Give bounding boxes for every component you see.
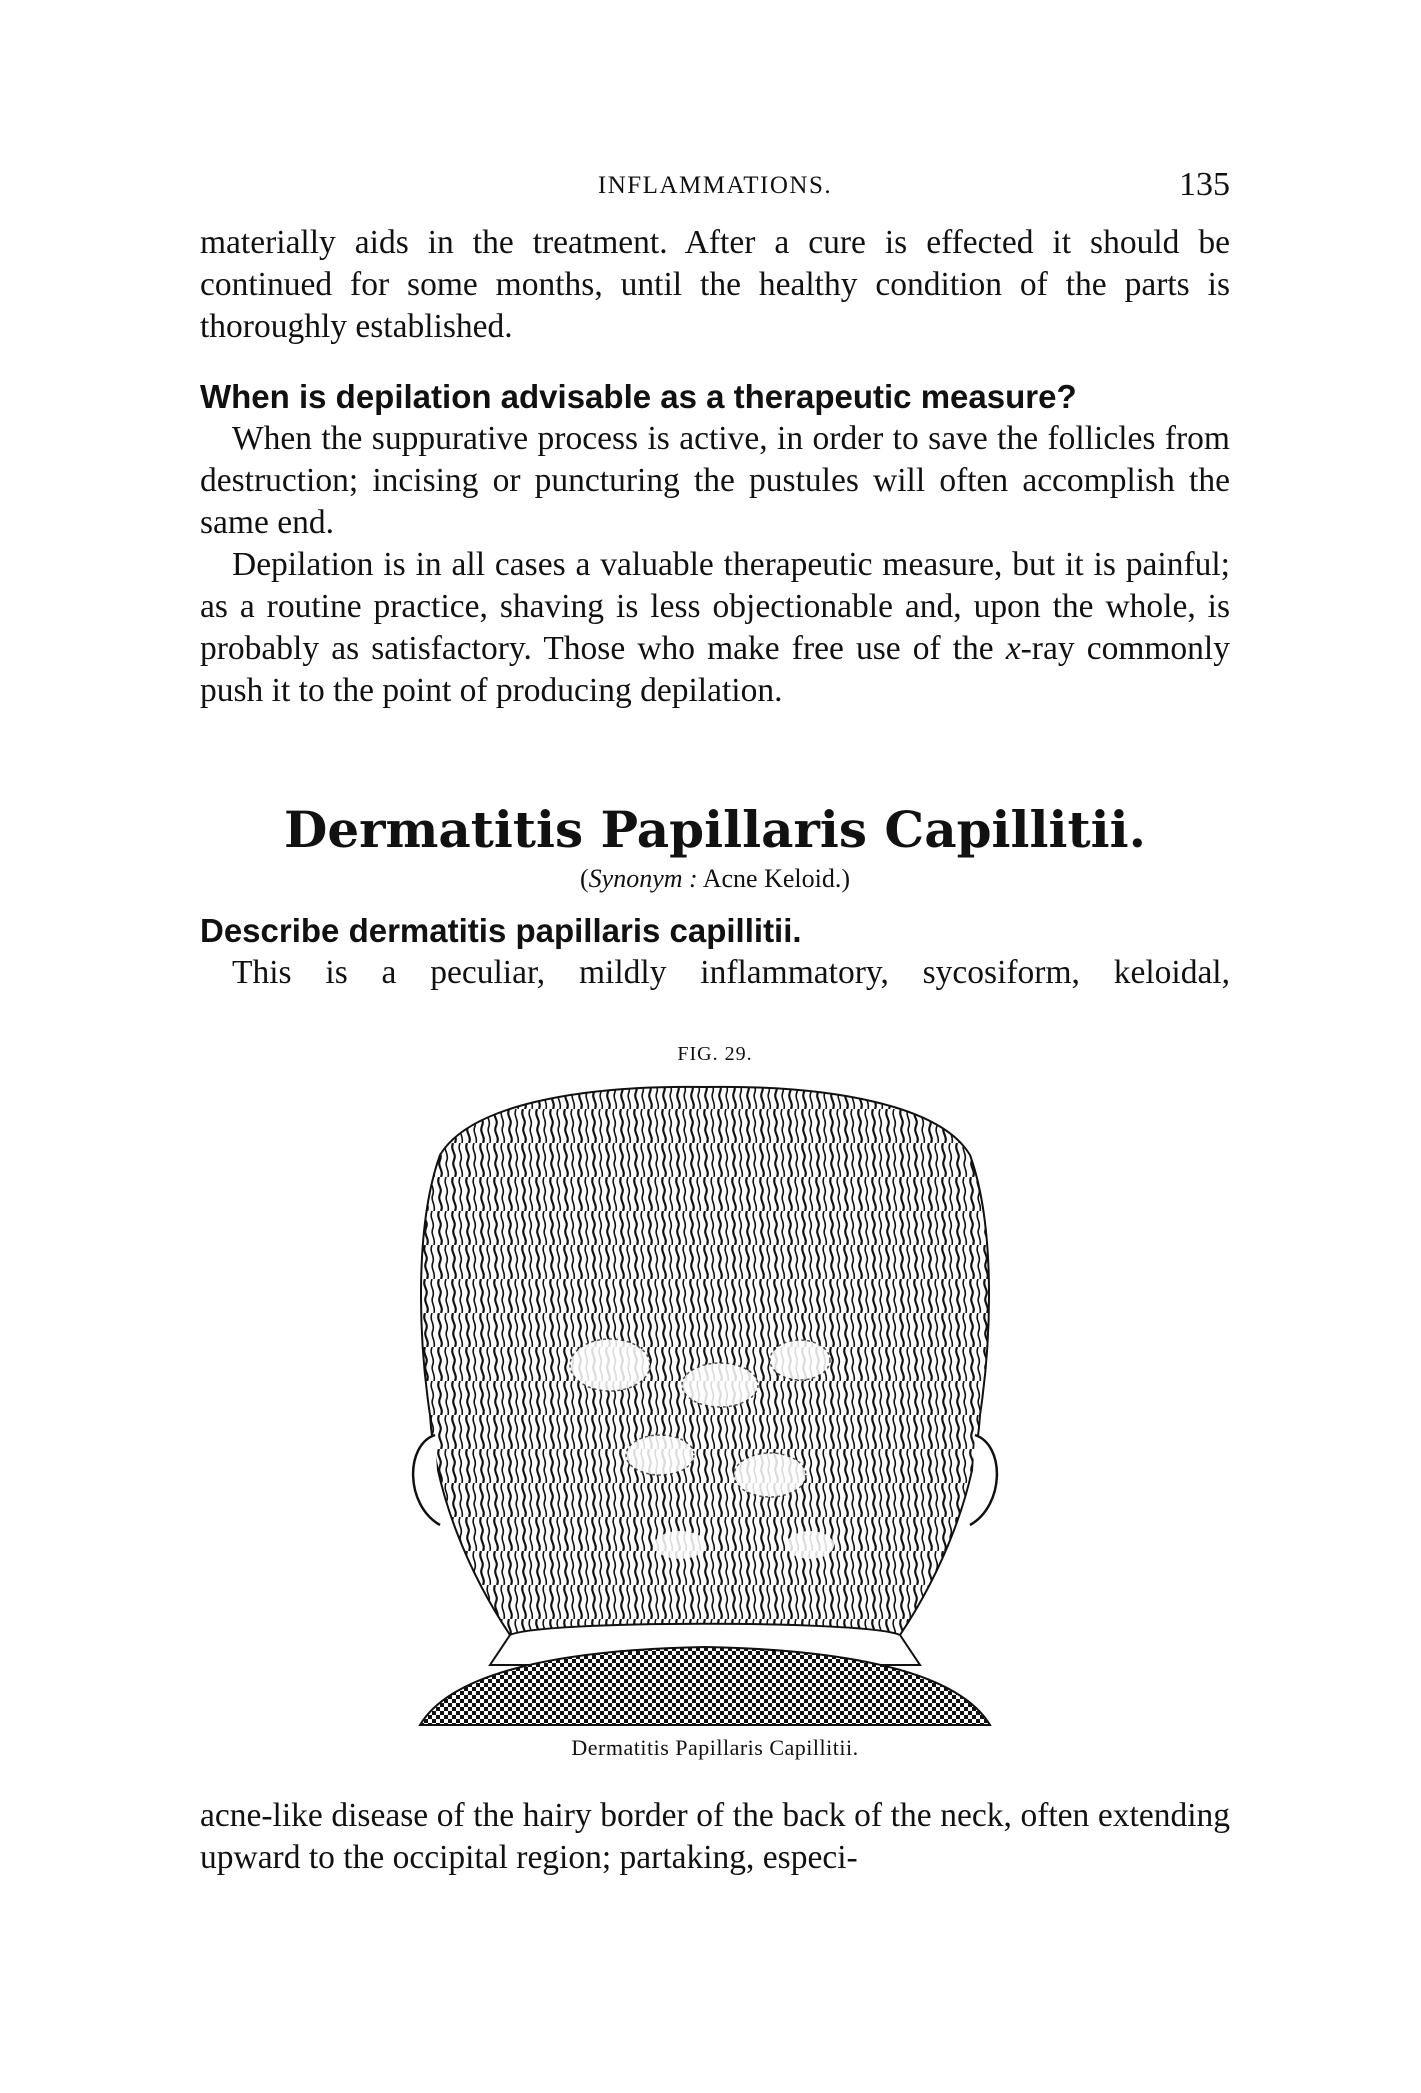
x-variable: x	[1005, 630, 1021, 667]
depilation-answer-2	[200, 544, 1230, 712]
describe-block	[200, 910, 1230, 994]
depilation-answer-1: When the suppurative process is active, in order to save the follicles from destruction; incising or puncturing the pustules will often accomplish the same end.	[200, 420, 1230, 541]
continuation-block	[200, 1795, 1230, 1879]
page-number: 135	[1179, 166, 1230, 203]
depilation-answer-2-start: Depilation is in all cases a valuable therapeutic measure, but it is painful; as a routine practice, shaving is less objectionable and, upon the whole, is probably as satisfactory. Those who make free use of the	[200, 546, 1230, 667]
figure-label: FIG. 29.	[677, 1043, 753, 1065]
page-header	[200, 166, 1230, 210]
section-title: Dermatitis Papillaris Capillitii.	[283, 800, 1147, 859]
synonym-value: Acne Keloid.)	[697, 864, 851, 893]
continuation-paragraph: acne-like disease of the hairy border of the back of the neck, often extending upward to the occipital region; partaking, especi-	[200, 1797, 1230, 1876]
intro-block	[200, 222, 1230, 348]
figure-caption: Dermatitis Papillaris Capillitii.	[571, 1735, 859, 1760]
figure-illustration	[380, 1075, 1030, 1730]
synonym-line	[200, 864, 1230, 894]
synonym-open: (	[579, 864, 589, 893]
hair-mass	[421, 1087, 989, 1635]
intro-paragraph: materially aids in the treatment. After a cure is effected it should be continued for some months, until the healthy condition of the parts is thoroughly established.	[200, 224, 1230, 345]
depilation-answer-2-end: -ray commonly push it to the point of producing depilation.	[200, 630, 1230, 709]
depilation-block	[200, 376, 1230, 712]
describe-answer-start: This is a peculiar, mildly inflammatory, sycosiform, keloidal,	[232, 954, 1230, 991]
synonym-label: Synonym :	[588, 864, 698, 893]
describe-question: Describe dermatitis papillaris capillitii.	[200, 912, 802, 949]
running-head: INFLAMMATIONS.	[597, 172, 833, 199]
depilation-question: When is depilation advisable as a therapeutic measure?	[200, 378, 1077, 415]
